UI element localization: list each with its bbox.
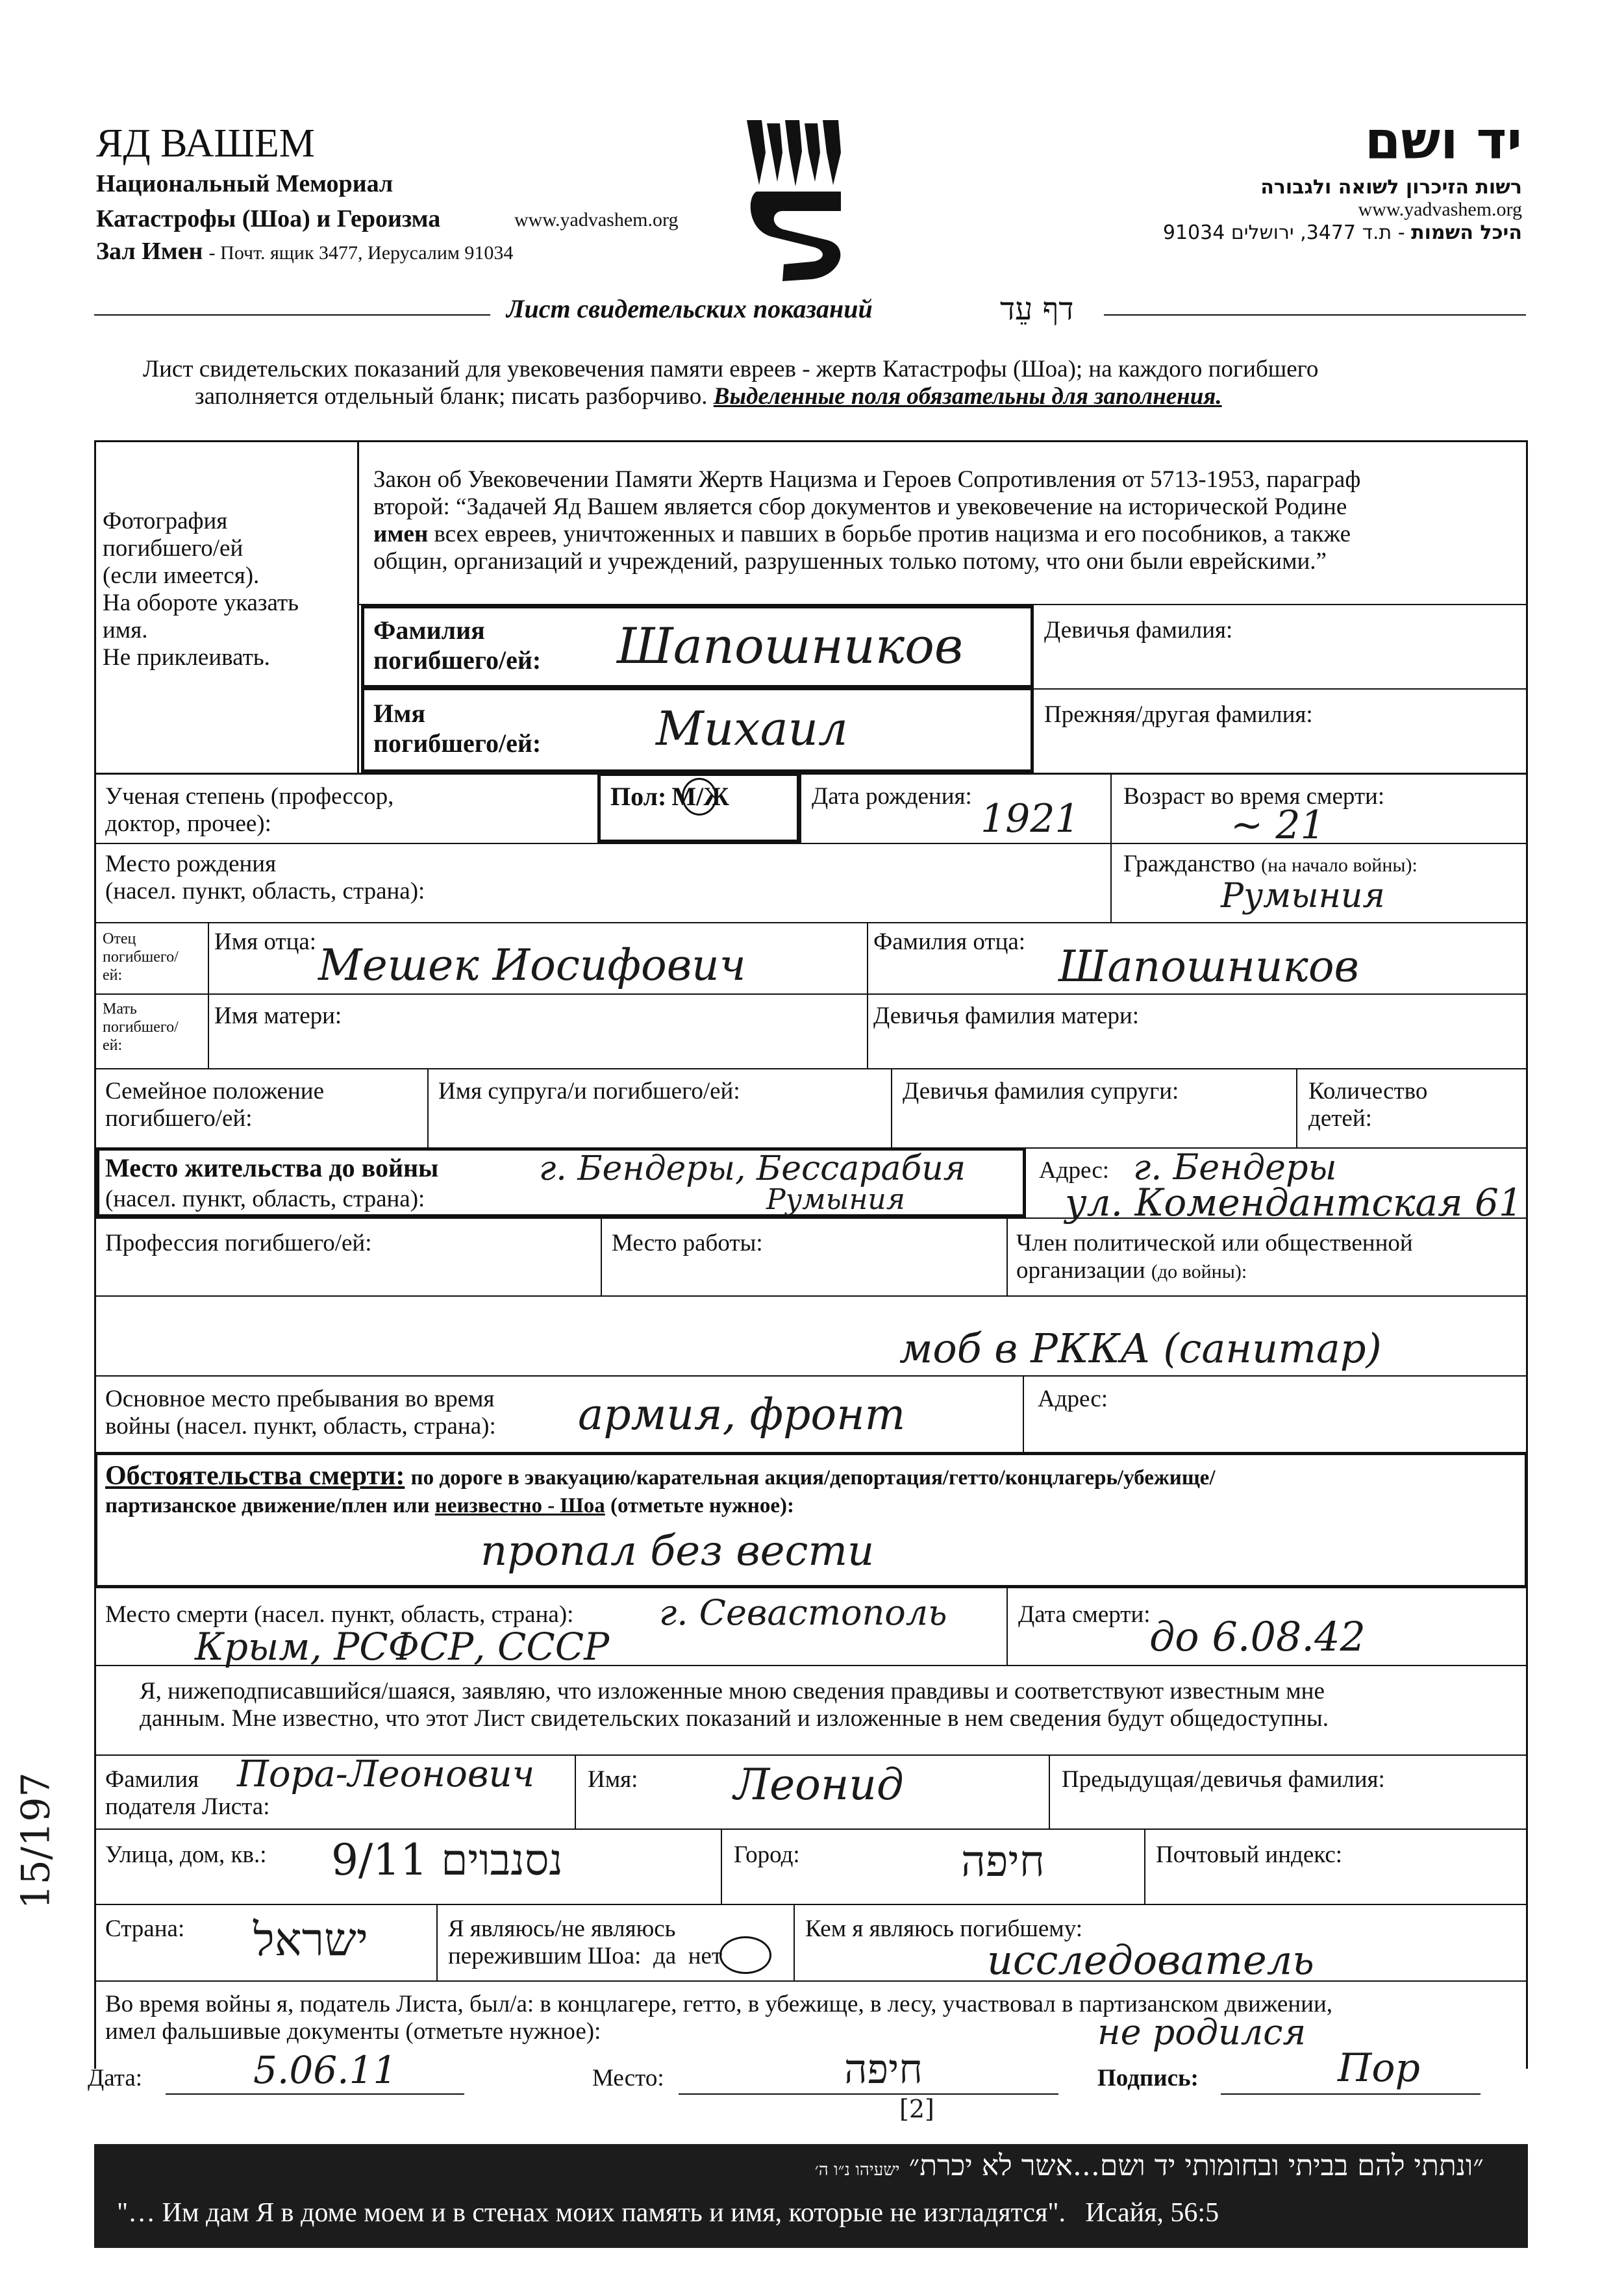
submitter-wartime-line-1: Во время войны я, податель Листа, был/а: в концлагере, гетто, в убежище, в лесу, участвовал в партизанском движении, bbox=[105, 1991, 1332, 2017]
surname-label-1: Фамилия bbox=[373, 616, 485, 645]
frame-top bbox=[94, 440, 1528, 442]
father-surname-value[interactable]: Шапошников bbox=[1058, 942, 1359, 992]
wartime-label-1: Основное место пребывания во время bbox=[105, 1386, 495, 1412]
survivor-yes-option[interactable]: да bbox=[653, 1943, 677, 1969]
circumstances-value[interactable]: пропал без вести bbox=[481, 1527, 875, 1575]
age-value[interactable]: ~ 21 bbox=[1231, 803, 1325, 848]
law-line-4: общин, организаций и учреждений, разрушенных только потому, что они были еврейскими.” bbox=[373, 548, 1327, 575]
survivor-label-2: пережившим Шоа: bbox=[448, 1943, 642, 1969]
law-line-2: второй: “Задачей Яд Вашем является сбор документов и увековечение на исторической Родине bbox=[373, 493, 1347, 520]
row-top-street bbox=[94, 1828, 1528, 1830]
death-date-label: Дата смерти: bbox=[1018, 1601, 1151, 1628]
member-note: (до войны): bbox=[1151, 1261, 1247, 1282]
declaration-text bbox=[140, 1678, 1329, 1732]
row-top-note bbox=[94, 1295, 1528, 1297]
marital-label-1: Семейное положение bbox=[105, 1078, 324, 1104]
submitter-wartime-line-2: имел фальшивые документы (отметьте нужное): bbox=[105, 2018, 601, 2045]
wartime-label-2: войны (насел. пункт, область, страна): bbox=[105, 1413, 496, 1440]
children-label bbox=[1308, 1078, 1427, 1132]
wartime-label bbox=[105, 1386, 496, 1440]
date-line bbox=[166, 2093, 464, 2095]
wartime-address-divider bbox=[1023, 1375, 1024, 1452]
photo-placeholder bbox=[103, 508, 299, 671]
hall-label: Зал Имен bbox=[96, 238, 203, 265]
photo-line-6: Не приклеивать. bbox=[103, 644, 270, 671]
first-name-label-2: погибшего/ей: bbox=[373, 729, 542, 758]
member-label-2 bbox=[1016, 1257, 1413, 1284]
address-label: Адрес: bbox=[1039, 1157, 1110, 1184]
other-surname-label: Прежняя/другая фамилия: bbox=[1044, 701, 1313, 728]
submitter-name-label: Имя: bbox=[588, 1766, 638, 1793]
city-label: Город: bbox=[734, 1841, 800, 1868]
sex-option-m[interactable]: М bbox=[671, 782, 697, 811]
death-date-value[interactable]: до 6.08.42 bbox=[1149, 1613, 1366, 1660]
children-divider bbox=[1296, 1068, 1297, 1147]
survivor-label-1: Я являюсь/не являюсь bbox=[448, 1915, 676, 1942]
footer-he-quote: ״ונתתי להם בביתי ובחומותי יד ושם...אשר לא יכרת״ bbox=[908, 2149, 1484, 2182]
signature-value[interactable]: Пор bbox=[1338, 2045, 1420, 2091]
relation-divider bbox=[794, 1904, 795, 1980]
dob-divider bbox=[800, 773, 801, 843]
row-top-marital bbox=[94, 1068, 1528, 1069]
surname-label bbox=[373, 616, 541, 675]
footer-ru-line bbox=[117, 2197, 1219, 2228]
residence-value-2[interactable]: Румыния bbox=[766, 1183, 905, 1216]
he-hall-label: היכל השמות bbox=[1411, 221, 1522, 244]
sex-option-f[interactable]: Ж bbox=[703, 782, 729, 811]
degree-label bbox=[105, 783, 394, 838]
birthplace-label-1: Место рождения bbox=[105, 851, 277, 877]
circumstances-unknown-option[interactable]: неизвестно - Шоа bbox=[434, 1494, 605, 1517]
profession-label: Профессия погибшего/ей: bbox=[105, 1230, 372, 1256]
row-top-country bbox=[94, 1904, 1528, 1905]
address-value-1[interactable]: г. Бендеры bbox=[1133, 1147, 1337, 1188]
org-title-he: יד ושם bbox=[1364, 110, 1522, 171]
submitter-surname-label-1: Фамилия bbox=[105, 1766, 199, 1793]
photo-line-1: Фотография bbox=[103, 508, 228, 534]
law-text bbox=[373, 466, 1360, 575]
signature-label: Подпись: bbox=[1097, 2065, 1199, 2091]
father-side-2: погибшего/ bbox=[103, 949, 179, 966]
intro-line-1: Лист свидетельских показаний для увековечения памяти евреев - жертв Катастрофы (Шоа); на каждого погибшего bbox=[143, 356, 1319, 382]
death-place-value-1[interactable]: г. Севастополь bbox=[659, 1592, 947, 1633]
hall-line bbox=[96, 238, 513, 266]
date-value[interactable]: 5.06.11 bbox=[253, 2048, 397, 2092]
death-place-label: Место смерти (насел. пункт, область, страна): bbox=[105, 1601, 574, 1628]
mother-side-label bbox=[103, 1000, 179, 1054]
place-line bbox=[679, 2093, 1058, 2095]
children-label-1: Количество bbox=[1308, 1078, 1428, 1104]
submitter-name-value[interactable]: Леонид bbox=[734, 1760, 904, 1810]
sex-label: Пол: bbox=[610, 782, 667, 811]
intro-line-2 bbox=[195, 383, 1222, 410]
relation-value[interactable]: исследователь bbox=[987, 1936, 1314, 1984]
declaration-line-2: данным. Мне известно, что этот Лист свидетельских показаний и изложенные в нем сведения будут общедоступны. bbox=[140, 1705, 1329, 1732]
father-name-label: Имя отца: bbox=[214, 929, 317, 955]
law-line-3-text: всех евреев, уничтоженных и павших в борьбе против нацизма и его пособников, а также bbox=[434, 521, 1351, 547]
spouse-maiden-divider bbox=[891, 1068, 892, 1147]
father-side-1: Отец bbox=[103, 930, 136, 947]
mobilization-note[interactable]: моб в РККА (санитар) bbox=[899, 1325, 1382, 1372]
spouse-maiden-label: Девичья фамилия супруги: bbox=[903, 1078, 1179, 1104]
submitter-prev-divider bbox=[1049, 1754, 1050, 1828]
country-label: Страна: bbox=[105, 1915, 185, 1942]
margin-note: 15/197 bbox=[13, 1772, 59, 1910]
intro-line-2-text: заполняется отдельный бланк; писать разборчиво. bbox=[195, 383, 708, 410]
stamp-mark: [2] bbox=[899, 2095, 934, 2123]
hall-address: - Почт. ящик 3477, Иерусалим 91034 bbox=[208, 242, 514, 264]
title-rule-left bbox=[94, 314, 490, 316]
age-divider bbox=[1110, 773, 1112, 922]
circumstances-options-2c: (отметьте нужное): bbox=[610, 1494, 794, 1517]
mother-side-1: Мать bbox=[103, 1001, 137, 1017]
footer-ru-quote: "… Им дам Я в доме моем и в стенах моих память и имя, которые не изгладятся". bbox=[117, 2198, 1066, 2228]
father-side-label bbox=[103, 930, 179, 984]
frame-left bbox=[94, 440, 96, 2069]
mother-side-3: ей: bbox=[103, 1037, 123, 1054]
he-subtitle-1: רשות הזיכרון לשואה ולגבורה bbox=[1260, 176, 1522, 199]
form-title-he: דף עֵד bbox=[1000, 291, 1074, 327]
spouse-divider bbox=[427, 1068, 429, 1147]
father-side-3: ей: bbox=[103, 967, 123, 984]
title-rule-right bbox=[1104, 314, 1526, 316]
org-subtitle-2: Катастрофы (Шоа) и Героизма bbox=[96, 205, 441, 232]
survivor-no-option[interactable]: нет bbox=[688, 1943, 723, 1969]
row-top-father bbox=[94, 922, 1528, 923]
residence-value-1[interactable]: г. Бендеры, Бессарабия bbox=[539, 1149, 966, 1188]
mother-name-label: Имя матери: bbox=[214, 1003, 342, 1029]
citizenship-value[interactable]: Румыния bbox=[1221, 877, 1385, 916]
workplace-divider bbox=[601, 1217, 602, 1295]
row-top-mother bbox=[94, 993, 1528, 995]
org-title-ru: ЯД ВАШЕМ bbox=[96, 121, 315, 166]
photo-line-5: имя. bbox=[103, 617, 148, 643]
org-subtitle-1: Национальный Мемориал bbox=[96, 170, 394, 197]
member-divider bbox=[1006, 1217, 1008, 1295]
birthplace-label bbox=[105, 851, 425, 905]
submitter-surname-value[interactable]: Пора-Леонович bbox=[237, 1753, 535, 1795]
footer-he-ref: ישעיהו נ״ו ה׳ bbox=[814, 2160, 900, 2180]
citizenship-label bbox=[1123, 851, 1418, 878]
website-right[interactable]: www.yadvashem.org bbox=[1358, 199, 1522, 220]
wartime-value[interactable]: армия, фронт bbox=[578, 1390, 906, 1440]
intro-required-note: Выделенные поля обязательны для заполнения. bbox=[713, 383, 1222, 410]
website-left[interactable]: www.yadvashem.org bbox=[514, 209, 679, 231]
name-mid-line bbox=[1032, 688, 1528, 690]
photo-divider bbox=[357, 440, 359, 773]
declaration-line-1: Я, нижеподписавшийся/шаяся, заявляю, что изложенные мною сведения правдивы и соответствуют известным мне bbox=[140, 1678, 1325, 1704]
address-value-2[interactable]: ул. Комендантская 61 bbox=[1065, 1180, 1523, 1225]
surname-value[interactable]: Шапошников bbox=[617, 617, 964, 675]
maiden-name-label: Девичья фамилия: bbox=[1044, 617, 1233, 643]
sex-separator: / bbox=[696, 782, 704, 811]
member-label-2-text: организации bbox=[1016, 1257, 1145, 1284]
sex-selected-circle bbox=[682, 778, 717, 816]
survivor-selected-circle bbox=[719, 1936, 771, 1974]
workplace-label: Место работы: bbox=[612, 1230, 763, 1256]
row-top-wartime bbox=[94, 1375, 1528, 1377]
father-surname-divider bbox=[867, 922, 868, 1068]
law-line-1: Закон об Увековечении Памяти Жертв Нацизма и Героев Сопротивления от 5713-1953, параграф bbox=[373, 466, 1361, 493]
place-value[interactable]: חיפה bbox=[844, 2045, 923, 2093]
circumstances-options-2a[interactable]: партизанское движение/плен или bbox=[105, 1494, 430, 1517]
frame-right bbox=[1526, 440, 1528, 2069]
survivor-divider bbox=[436, 1904, 438, 1980]
birthplace-label-2: (насел. пункт, область, страна): bbox=[105, 878, 425, 905]
zip-label: Почтовый индекс: bbox=[1156, 1841, 1343, 1868]
citizenship-label-text: Гражданство bbox=[1123, 851, 1255, 877]
submitter-name-divider bbox=[575, 1754, 576, 1828]
law-line-3 bbox=[373, 521, 1360, 548]
date-label: Дата: bbox=[88, 2065, 143, 2091]
survivor-label-2-row bbox=[448, 1943, 722, 1970]
age-label: Возраст во время смерти: bbox=[1123, 783, 1385, 810]
dob-label: Дата рождения: bbox=[812, 783, 972, 810]
children-label-2: детей: bbox=[1308, 1105, 1372, 1132]
citizenship-note: (на начало войны): bbox=[1261, 855, 1418, 876]
degree-label-2: доктор, прочее): bbox=[105, 810, 271, 837]
survivor-field bbox=[448, 1915, 722, 1970]
street-value[interactable]: 9/11 נסנבוים bbox=[331, 1835, 563, 1885]
submitter-wartime-value[interactable]: не родился bbox=[1097, 2012, 1306, 2053]
street-label: Улица, дом, кв.: bbox=[105, 1841, 267, 1868]
father-side-divider bbox=[208, 922, 209, 1068]
member-label-1: Член политической или общественной bbox=[1016, 1230, 1413, 1256]
father-surname-label: Фамилия отца: bbox=[873, 929, 1026, 955]
degree-label-1: Ученая степень (профессор, bbox=[105, 783, 394, 810]
father-name-value[interactable]: Мешек Иосифович bbox=[318, 940, 746, 990]
residence-label: Место жительства до войны bbox=[105, 1153, 439, 1182]
marital-label-2: погибшего/ей: bbox=[105, 1105, 253, 1132]
place-label: Место: bbox=[592, 2065, 664, 2091]
circumstances-label: Обстоятельства смерти: bbox=[105, 1461, 405, 1491]
country-value[interactable]: ישראל bbox=[253, 1913, 369, 1966]
first-name-label bbox=[373, 699, 541, 758]
photo-line-4: На обороте указать bbox=[103, 590, 299, 616]
photo-line-3: (если имеется). bbox=[103, 562, 260, 589]
law-names-bold: имен bbox=[373, 521, 429, 547]
city-divider bbox=[721, 1828, 722, 1904]
member-label bbox=[1016, 1230, 1413, 1284]
submitter-surname-label-2: подателя Листа: bbox=[105, 1793, 270, 1820]
first-name-label-1: Имя bbox=[373, 699, 425, 728]
form-title-ru: Лист свидетельских показаний bbox=[506, 294, 873, 323]
marital-label bbox=[105, 1078, 324, 1132]
mother-maiden-label: Девичья фамилия матери: bbox=[873, 1003, 1140, 1029]
he-hall-address: - ת.ד 3477, ירושלים 91034 bbox=[1162, 221, 1405, 244]
zip-divider bbox=[1144, 1828, 1145, 1904]
photo-line-2: погибшего/ей bbox=[103, 535, 244, 562]
wartime-address-label: Адрес: bbox=[1038, 1386, 1108, 1412]
mother-side-2: погибшего/ bbox=[103, 1019, 179, 1036]
footer-ru-ref: Исайя, 56:5 bbox=[1085, 2198, 1219, 2228]
circumstances-line-1 bbox=[105, 1462, 1216, 1491]
menorah-logo-icon bbox=[744, 114, 857, 282]
dob-value[interactable]: 1921 bbox=[981, 796, 1080, 842]
spouse-label: Имя супруга/и погибшего/ей: bbox=[438, 1078, 740, 1104]
circumstances-options-1[interactable]: по дороге в эвакуацию/карательная акция/депортация/гетто/концлагерь/убежище/ bbox=[410, 1466, 1216, 1490]
row-top-degree bbox=[94, 773, 1528, 775]
footer-he-line bbox=[94, 2149, 1484, 2182]
he-hall-line bbox=[1163, 222, 1522, 244]
signature-line bbox=[1221, 2093, 1481, 2095]
relation-label: Кем я являюсь погибшему: bbox=[805, 1915, 1083, 1942]
submitter-prev-surname-label: Предыдущая/девичья фамилия: bbox=[1062, 1766, 1385, 1793]
circumstances-line-2 bbox=[105, 1495, 794, 1517]
first-name-value[interactable]: Михаил bbox=[656, 701, 848, 756]
death-place-value-2[interactable]: Крым, РСФСР, СССР bbox=[195, 1625, 610, 1669]
death-date-divider bbox=[1006, 1588, 1008, 1665]
residence-sublabel: (насел. пункт, область, страна): bbox=[105, 1186, 425, 1212]
surname-label-2: погибшего/ей: bbox=[373, 645, 542, 675]
city-value[interactable]: חיפה bbox=[961, 1836, 1045, 1886]
